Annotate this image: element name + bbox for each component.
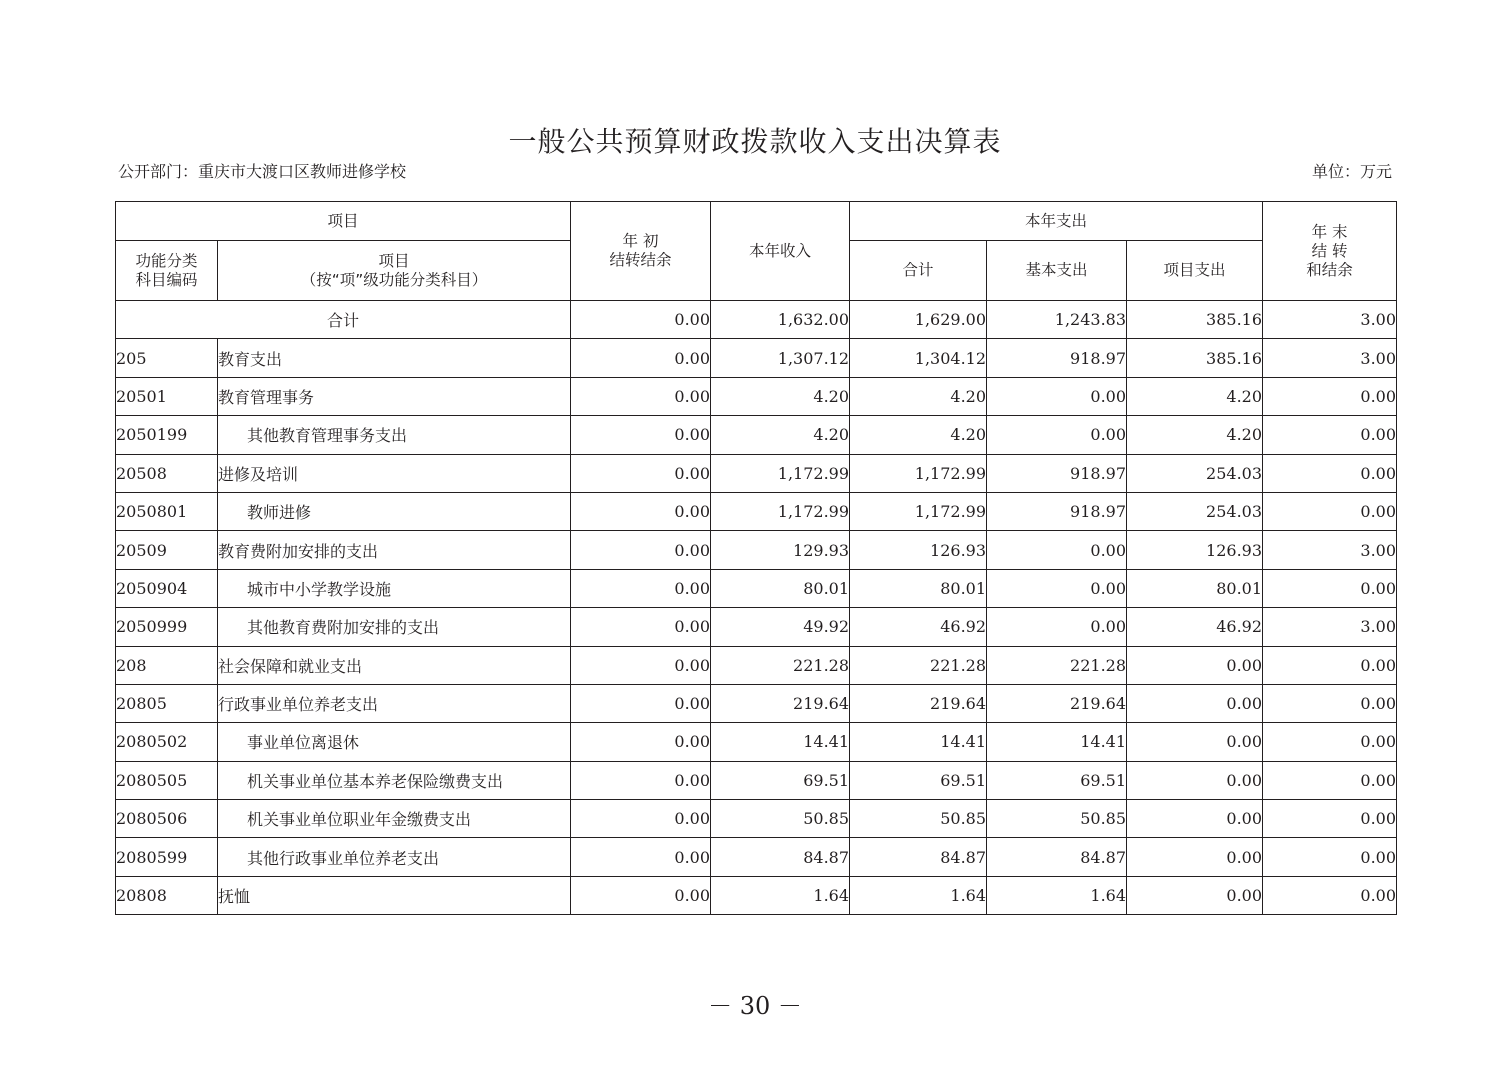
row-end: 3.00 <box>1263 339 1397 377</box>
row-begin: 0.00 <box>571 800 711 838</box>
row-begin: 0.00 <box>571 377 711 415</box>
row-income: 4.20 <box>711 377 850 415</box>
row-code: 2050999 <box>116 608 218 646</box>
row-code: 2050801 <box>116 492 218 530</box>
row-name: 机关事业单位职业年金缴费支出 <box>218 800 571 838</box>
row-total: 219.64 <box>850 684 987 722</box>
row-name: 行政事业单位养老支出 <box>218 684 571 722</box>
row-name: 事业单位离退休 <box>218 723 571 761</box>
row-name: 教育支出 <box>218 339 571 377</box>
row-name: 教育管理事务 <box>218 377 571 415</box>
row-end: 0.00 <box>1263 723 1397 761</box>
row-basic: 918.97 <box>987 492 1127 530</box>
row-project: 385.16 <box>1127 339 1263 377</box>
row-begin: 0.00 <box>571 569 711 607</box>
row-project: 0.00 <box>1127 684 1263 722</box>
row-name: 抚恤 <box>218 876 571 914</box>
header-end-line3: 和结余 <box>1306 260 1353 279</box>
row-end: 0.00 <box>1263 377 1397 415</box>
row-total: 46.92 <box>850 608 987 646</box>
row-begin: 0.00 <box>571 876 711 914</box>
row-begin: 0.00 <box>571 761 711 799</box>
table-row <box>116 838 1397 876</box>
header-begin-balance <box>571 202 711 301</box>
row-begin: 0.00 <box>571 646 711 684</box>
page-title: 一般公共预算财政拨款收入支出决算表 <box>508 125 1002 158</box>
row-total: 84.87 <box>850 838 987 876</box>
row-project: 80.01 <box>1127 569 1263 607</box>
row-end: 0.00 <box>1263 876 1397 914</box>
row-end: 0.00 <box>1263 838 1397 876</box>
row-name: 其他教育费附加安排的支出 <box>218 608 571 646</box>
row-code: 2050199 <box>116 416 218 454</box>
row-name: 教育费附加安排的支出 <box>218 531 571 569</box>
row-end: 0.00 <box>1263 454 1397 492</box>
row-code: 20805 <box>116 684 218 722</box>
row-income: 84.87 <box>711 838 850 876</box>
row-total: 221.28 <box>850 646 987 684</box>
row-income: 14.41 <box>711 723 850 761</box>
row-end: 0.00 <box>1263 416 1397 454</box>
row-code: 2080505 <box>116 761 218 799</box>
table-row <box>116 569 1397 607</box>
row-name: 教师进修 <box>218 492 571 530</box>
table-row <box>116 454 1397 492</box>
header-end-balance <box>1263 202 1397 301</box>
row-project: 126.93 <box>1127 531 1263 569</box>
row-code: 20501 <box>116 377 218 415</box>
row-begin: 0.00 <box>571 838 711 876</box>
row-begin: 0.00 <box>571 531 711 569</box>
row-income: 129.93 <box>711 531 850 569</box>
row-name: 其他教育管理事务支出 <box>218 416 571 454</box>
row-begin: 0.00 <box>571 416 711 454</box>
row-income: 219.64 <box>711 684 850 722</box>
page-number: － 30 － <box>708 992 802 1020</box>
header-code-line2: 科目编码 <box>135 270 198 289</box>
row-basic: 1.64 <box>987 876 1127 914</box>
row-project: 4.20 <box>1127 416 1263 454</box>
row-total: 4.20 <box>850 377 987 415</box>
row-code: 205 <box>116 339 218 377</box>
row-project: 4.20 <box>1127 377 1263 415</box>
table-row <box>116 492 1397 530</box>
table-row <box>116 377 1397 415</box>
row-code: 2080502 <box>116 723 218 761</box>
row-basic: 0.00 <box>987 608 1127 646</box>
row-code: 20808 <box>116 876 218 914</box>
row-total: 126.93 <box>850 531 987 569</box>
row-total: 1,172.99 <box>850 492 987 530</box>
row-begin: 0.00 <box>571 339 711 377</box>
row-income: 1,307.12 <box>711 339 850 377</box>
row-basic: 0.00 <box>987 569 1127 607</box>
row-total: 1,304.12 <box>850 339 987 377</box>
summary-row <box>116 301 1397 339</box>
header-end-line2: 结 转 <box>1311 241 1348 260</box>
row-end: 0.00 <box>1263 684 1397 722</box>
row-basic: 219.64 <box>987 684 1127 722</box>
row-code: 2050904 <box>116 569 218 607</box>
row-begin: 0.00 <box>571 684 711 722</box>
row-total: 80.01 <box>850 569 987 607</box>
row-begin: 0.00 <box>571 608 711 646</box>
row-code: 2080506 <box>116 800 218 838</box>
row-name: 进修及培训 <box>218 454 571 492</box>
header-total: 合计 <box>850 241 987 301</box>
row-project: 0.00 <box>1127 876 1263 914</box>
header-code-line1: 功能分类 <box>135 251 198 270</box>
row-total: 14.41 <box>850 723 987 761</box>
summary-income: 1,632.00 <box>711 301 850 339</box>
row-income: 49.92 <box>711 608 850 646</box>
row-code: 20509 <box>116 531 218 569</box>
header-item-line2: （按“项”级功能分类科目） <box>300 270 488 289</box>
table-row <box>116 876 1397 914</box>
row-basic: 0.00 <box>987 531 1127 569</box>
row-begin: 0.00 <box>571 492 711 530</box>
row-total: 4.20 <box>850 416 987 454</box>
header-begin-line2: 结转结余 <box>609 251 672 269</box>
table-row <box>116 800 1397 838</box>
row-project: 46.92 <box>1127 608 1263 646</box>
row-basic: 84.87 <box>987 838 1127 876</box>
row-basic: 918.97 <box>987 454 1127 492</box>
row-begin: 0.00 <box>571 454 711 492</box>
row-income: 1.64 <box>711 876 850 914</box>
summary-project: 385.16 <box>1127 301 1263 339</box>
header-project-expense: 项目支出 <box>1127 241 1263 301</box>
row-income: 69.51 <box>711 761 850 799</box>
header-project: 项目 <box>116 202 571 241</box>
row-end: 3.00 <box>1263 608 1397 646</box>
row-basic: 50.85 <box>987 800 1127 838</box>
summary-label: 合计 <box>116 301 571 339</box>
table-row <box>116 723 1397 761</box>
row-name: 社会保障和就业支出 <box>218 646 571 684</box>
row-income: 1,172.99 <box>711 492 850 530</box>
header-end-line1: 年 末 <box>1311 222 1348 241</box>
row-project: 254.03 <box>1127 492 1263 530</box>
row-begin: 0.00 <box>571 723 711 761</box>
table-row <box>116 531 1397 569</box>
row-name: 机关事业单位基本养老保险缴费支出 <box>218 761 571 799</box>
department-label: 公开部门：重庆市大渡口区教师进修学校 <box>118 162 407 181</box>
header-item <box>218 241 571 301</box>
row-name: 城市中小学教学设施 <box>218 569 571 607</box>
row-total: 50.85 <box>850 800 987 838</box>
row-project: 0.00 <box>1127 723 1263 761</box>
row-total: 69.51 <box>850 761 987 799</box>
row-code: 2080599 <box>116 838 218 876</box>
row-income: 221.28 <box>711 646 850 684</box>
header-item-line1: 项目 <box>378 251 410 270</box>
row-project: 0.00 <box>1127 800 1263 838</box>
row-total: 1,172.99 <box>850 454 987 492</box>
row-end: 0.00 <box>1263 492 1397 530</box>
row-code: 208 <box>116 646 218 684</box>
row-code: 20508 <box>116 454 218 492</box>
header-basic: 基本支出 <box>987 241 1127 301</box>
table-row <box>116 684 1397 722</box>
budget-table <box>115 201 1397 915</box>
row-end: 0.00 <box>1263 569 1397 607</box>
row-basic: 0.00 <box>987 416 1127 454</box>
row-income: 4.20 <box>711 416 850 454</box>
summary-total: 1,629.00 <box>850 301 987 339</box>
table-row <box>116 416 1397 454</box>
row-basic: 918.97 <box>987 339 1127 377</box>
row-basic: 69.51 <box>987 761 1127 799</box>
row-income: 50.85 <box>711 800 850 838</box>
row-income: 80.01 <box>711 569 850 607</box>
summary-begin: 0.00 <box>571 301 711 339</box>
header-expense-group: 本年支出 <box>850 202 1263 241</box>
row-project: 254.03 <box>1127 454 1263 492</box>
summary-basic: 1,243.83 <box>987 301 1127 339</box>
row-end: 0.00 <box>1263 800 1397 838</box>
row-basic: 221.28 <box>987 646 1127 684</box>
row-project: 0.00 <box>1127 646 1263 684</box>
row-end: 0.00 <box>1263 646 1397 684</box>
row-name: 其他行政事业单位养老支出 <box>218 838 571 876</box>
table-row <box>116 761 1397 799</box>
table-row <box>116 646 1397 684</box>
header-code <box>116 241 218 301</box>
row-total: 1.64 <box>850 876 987 914</box>
table-row <box>116 608 1397 646</box>
table-row <box>116 339 1397 377</box>
row-project: 0.00 <box>1127 761 1263 799</box>
row-end: 3.00 <box>1263 531 1397 569</box>
header-begin-line1: 年 初 <box>622 232 659 250</box>
row-end: 0.00 <box>1263 761 1397 799</box>
row-income: 1,172.99 <box>711 454 850 492</box>
row-basic: 0.00 <box>987 377 1127 415</box>
summary-end: 3.00 <box>1263 301 1397 339</box>
row-project: 0.00 <box>1127 838 1263 876</box>
row-basic: 14.41 <box>987 723 1127 761</box>
unit-label: 单位：万元 <box>1311 162 1392 181</box>
header-income: 本年收入 <box>711 202 850 301</box>
header-row-1 <box>116 202 1397 241</box>
